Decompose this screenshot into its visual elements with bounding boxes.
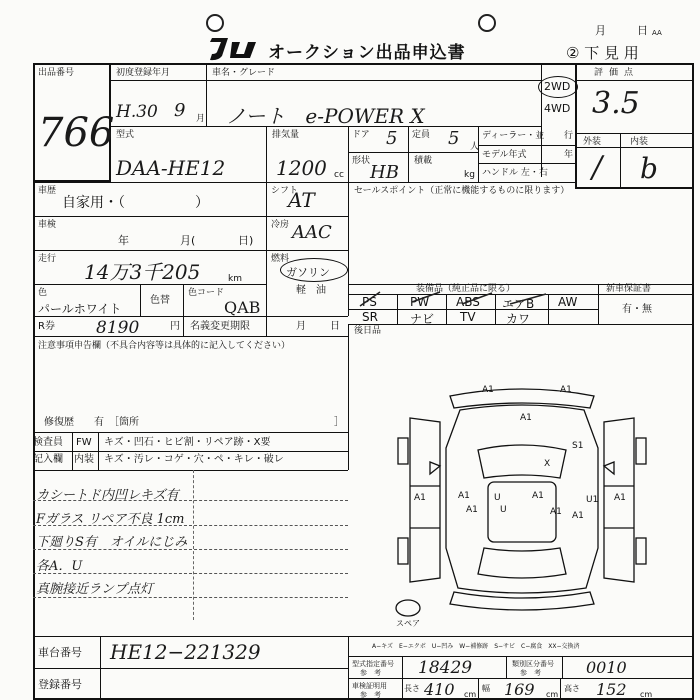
class-no-ref: 参 考: [520, 669, 541, 677]
first-reg-month-unit: 月: [196, 114, 206, 124]
usage-value: 自家用・（ ）: [62, 195, 209, 211]
width-label: 幅: [482, 684, 490, 693]
inspection-year: 年: [118, 234, 129, 247]
equipment-label: 装備品（純正品に限る）: [416, 284, 516, 294]
interior-value: b: [640, 152, 658, 185]
note-line-5: 真腕接近ランプ点灯: [36, 582, 154, 597]
notes-label: 注意事項申告欄（不具合内容等は具体的に記入してください）: [38, 341, 291, 351]
inner-label: 内装: [74, 454, 94, 465]
km-unit: km: [228, 274, 242, 284]
damage-mark-6: A1: [532, 491, 544, 501]
form-title: オークション出品申込書: [268, 43, 466, 63]
model-year-label: モデル年式: [482, 150, 527, 160]
doors-label: ドア: [352, 130, 370, 140]
yen-unit: 円: [170, 321, 180, 332]
model-value: DAA-HE12: [116, 156, 226, 180]
shape-value: HB: [370, 162, 399, 183]
load-label: 積載: [414, 156, 433, 166]
new-warranty-label: 新車保証書: [606, 284, 652, 294]
equip-navi: ナビ: [410, 312, 435, 326]
height-value: 152: [596, 680, 627, 699]
equip-marks: [350, 290, 600, 312]
equip-sr: SR: [362, 310, 378, 324]
fuel-circle: [280, 258, 348, 282]
note-line-4: 各A．U: [36, 559, 83, 574]
length-unit: cm: [464, 690, 477, 699]
mileage-label: 走行: [38, 254, 57, 264]
copy-mark: ② 下 見 用: [566, 44, 639, 62]
reg-no-label: 登録番号: [38, 678, 82, 691]
type-cert-label: 型式指定番号: [352, 660, 394, 668]
exterior-label: 外装: [583, 137, 602, 147]
damage-mark-11: A1: [614, 493, 626, 503]
punch-hole-left: [206, 14, 224, 32]
header-day: 日: [637, 24, 648, 37]
damage-mark-4: A1: [414, 493, 426, 503]
name-change-label: 名義変更期限: [190, 321, 250, 332]
type-cert-ref: 参 考: [360, 669, 381, 677]
legend-text: A−キズ E−エクボ U−凹み W−補修跡 S−サビ C−腐食 XX−交換済: [372, 643, 580, 650]
equip-pw: PW: [410, 295, 430, 309]
rating-label: 評価点: [594, 68, 640, 78]
4wd-option: 4WD: [544, 102, 571, 115]
damage-mark-5: A1: [458, 491, 470, 501]
damage-mark-14: A1: [550, 507, 562, 517]
height-label: 高さ: [564, 684, 580, 693]
punch-hole-right: [478, 14, 496, 32]
warranty-value: 有・無: [622, 304, 652, 315]
damage-mark-1: A1: [482, 385, 494, 395]
reg-date-label: 車検証明用: [352, 682, 387, 690]
equip-airbag: エアB: [502, 297, 535, 311]
note-line-1: カシートド内凹レキズ有: [36, 488, 179, 503]
recycle-label: R券: [38, 321, 55, 332]
class-no-value: 0010: [586, 658, 627, 677]
name-change-month: 月: [296, 321, 306, 332]
type-cert-value: 18429: [418, 658, 473, 678]
inspection-label: 車検: [38, 220, 57, 230]
doors-value: 5: [386, 128, 398, 149]
displacement-label: 排気量: [272, 130, 300, 140]
person-unit: 人: [470, 142, 480, 152]
cc-unit: cc: [334, 170, 344, 180]
handle-label: ハンドル 左・右: [482, 168, 548, 178]
mileage-value: 14万3千205: [84, 260, 201, 284]
interior-label: 内装: [630, 137, 649, 147]
damage-mark-12: S1: [572, 441, 584, 451]
header-aa: AA: [652, 29, 662, 37]
spare-label: スペア: [396, 619, 420, 628]
car-name-value: ノート e-POWER X: [226, 104, 425, 128]
color-code-label: 色コード: [188, 288, 225, 298]
brand-logo: [206, 34, 262, 62]
header-month: 月: [595, 24, 606, 37]
dealer-value: 行: [564, 131, 574, 141]
damage-mark-2: A1: [560, 385, 572, 395]
exterior-value: /: [592, 150, 603, 185]
usage-label: 車歴: [38, 186, 57, 196]
first-reg-year: H.30: [116, 102, 158, 122]
equip-ps: PS: [362, 295, 377, 309]
color-change-label: 色替: [150, 295, 170, 306]
name-change-day: 日: [330, 321, 340, 332]
damage-mark-9: U: [500, 505, 507, 515]
width-unit: cm: [546, 690, 559, 699]
chassis-no-label: 車台番号: [38, 646, 82, 659]
displacement-value: 1200: [276, 156, 327, 180]
note-line-3: 下廻りS有 オイルにじみ: [36, 535, 188, 550]
damage-mark-8: U: [494, 493, 501, 503]
car-damage-diagram: [350, 378, 694, 628]
inspection-day: 日): [238, 234, 254, 247]
first-reg-label: 初度登録年月: [116, 68, 171, 78]
reg-date-ref: 参 考: [360, 691, 381, 699]
class-no-label: 類別区分番号: [512, 660, 554, 668]
fuel-oil-label: 軽 油: [296, 285, 326, 296]
fw-items: キズ・凹石・ヒビ割・リペア跡・X要: [104, 437, 271, 448]
capacity-value: 5: [448, 128, 460, 149]
shape-label: 形状: [352, 156, 371, 166]
kg-unit: kg: [464, 170, 475, 180]
damage-mark-13: X: [544, 459, 551, 469]
lot-number-label: 出品番号: [38, 68, 75, 78]
height-unit: cm: [640, 690, 653, 699]
damage-mark-10: U1: [586, 495, 599, 505]
damage-mark-7: A1: [466, 505, 478, 515]
history-close: ］: [334, 417, 344, 428]
color-code-value: QAB: [224, 298, 261, 317]
length-label: 長さ: [404, 684, 420, 693]
entry-label: 記入欄: [33, 454, 63, 465]
dealer-label: ディーラー・並: [482, 131, 545, 141]
fw-label: FW: [76, 437, 92, 448]
rating-value: 3.5: [592, 86, 640, 121]
fuel-label: 燃料: [271, 254, 290, 264]
car-name-label: 車名・グレード: [212, 68, 276, 78]
damage-mark-15: A1: [572, 511, 584, 521]
shift-label: シフト: [271, 186, 299, 196]
equip-leather: カワ: [506, 312, 531, 326]
fuel-value: ガソリン: [286, 266, 330, 279]
cooling-label: 冷房: [271, 220, 290, 230]
length-value: 410: [424, 680, 455, 699]
color-value: パールホワイト: [38, 302, 122, 316]
model-year-unit: 年: [564, 150, 574, 160]
model-label: 型式: [116, 130, 135, 140]
inspection-month: 月(: [180, 234, 196, 247]
note-line-2: Fガラス リペア不良 1cm: [36, 512, 185, 527]
first-reg-month: 9: [174, 100, 186, 121]
shift-value: AT: [288, 188, 315, 212]
cooling-value: AAC: [292, 222, 332, 243]
lot-number-value: 766: [38, 110, 115, 156]
recycle-value: 8190: [96, 318, 140, 338]
sales-point-label: セールスポイント（正常に機能するものに限ります）: [354, 186, 570, 196]
chassis-no-value: HE12−221329: [110, 640, 261, 664]
2wd-circle: [538, 76, 578, 98]
inner-items: キズ・汚レ・コゲ・穴・ペ・キレ・破レ: [104, 454, 284, 465]
history-label: 修復歴 有 ［箇所: [44, 417, 139, 428]
post-install-label: 後日品: [354, 326, 382, 336]
inspector-label: 検査員: [33, 437, 63, 448]
equip-aw: AW: [558, 295, 578, 309]
color-label: 色: [38, 288, 48, 298]
capacity-label: 定員: [412, 130, 431, 140]
2wd-option: 2WD: [544, 80, 571, 93]
damage-mark-3: A1: [520, 413, 532, 423]
equip-tv: TV: [460, 310, 476, 324]
equip-abs: ABS: [456, 295, 480, 309]
width-value: 169: [504, 680, 535, 699]
